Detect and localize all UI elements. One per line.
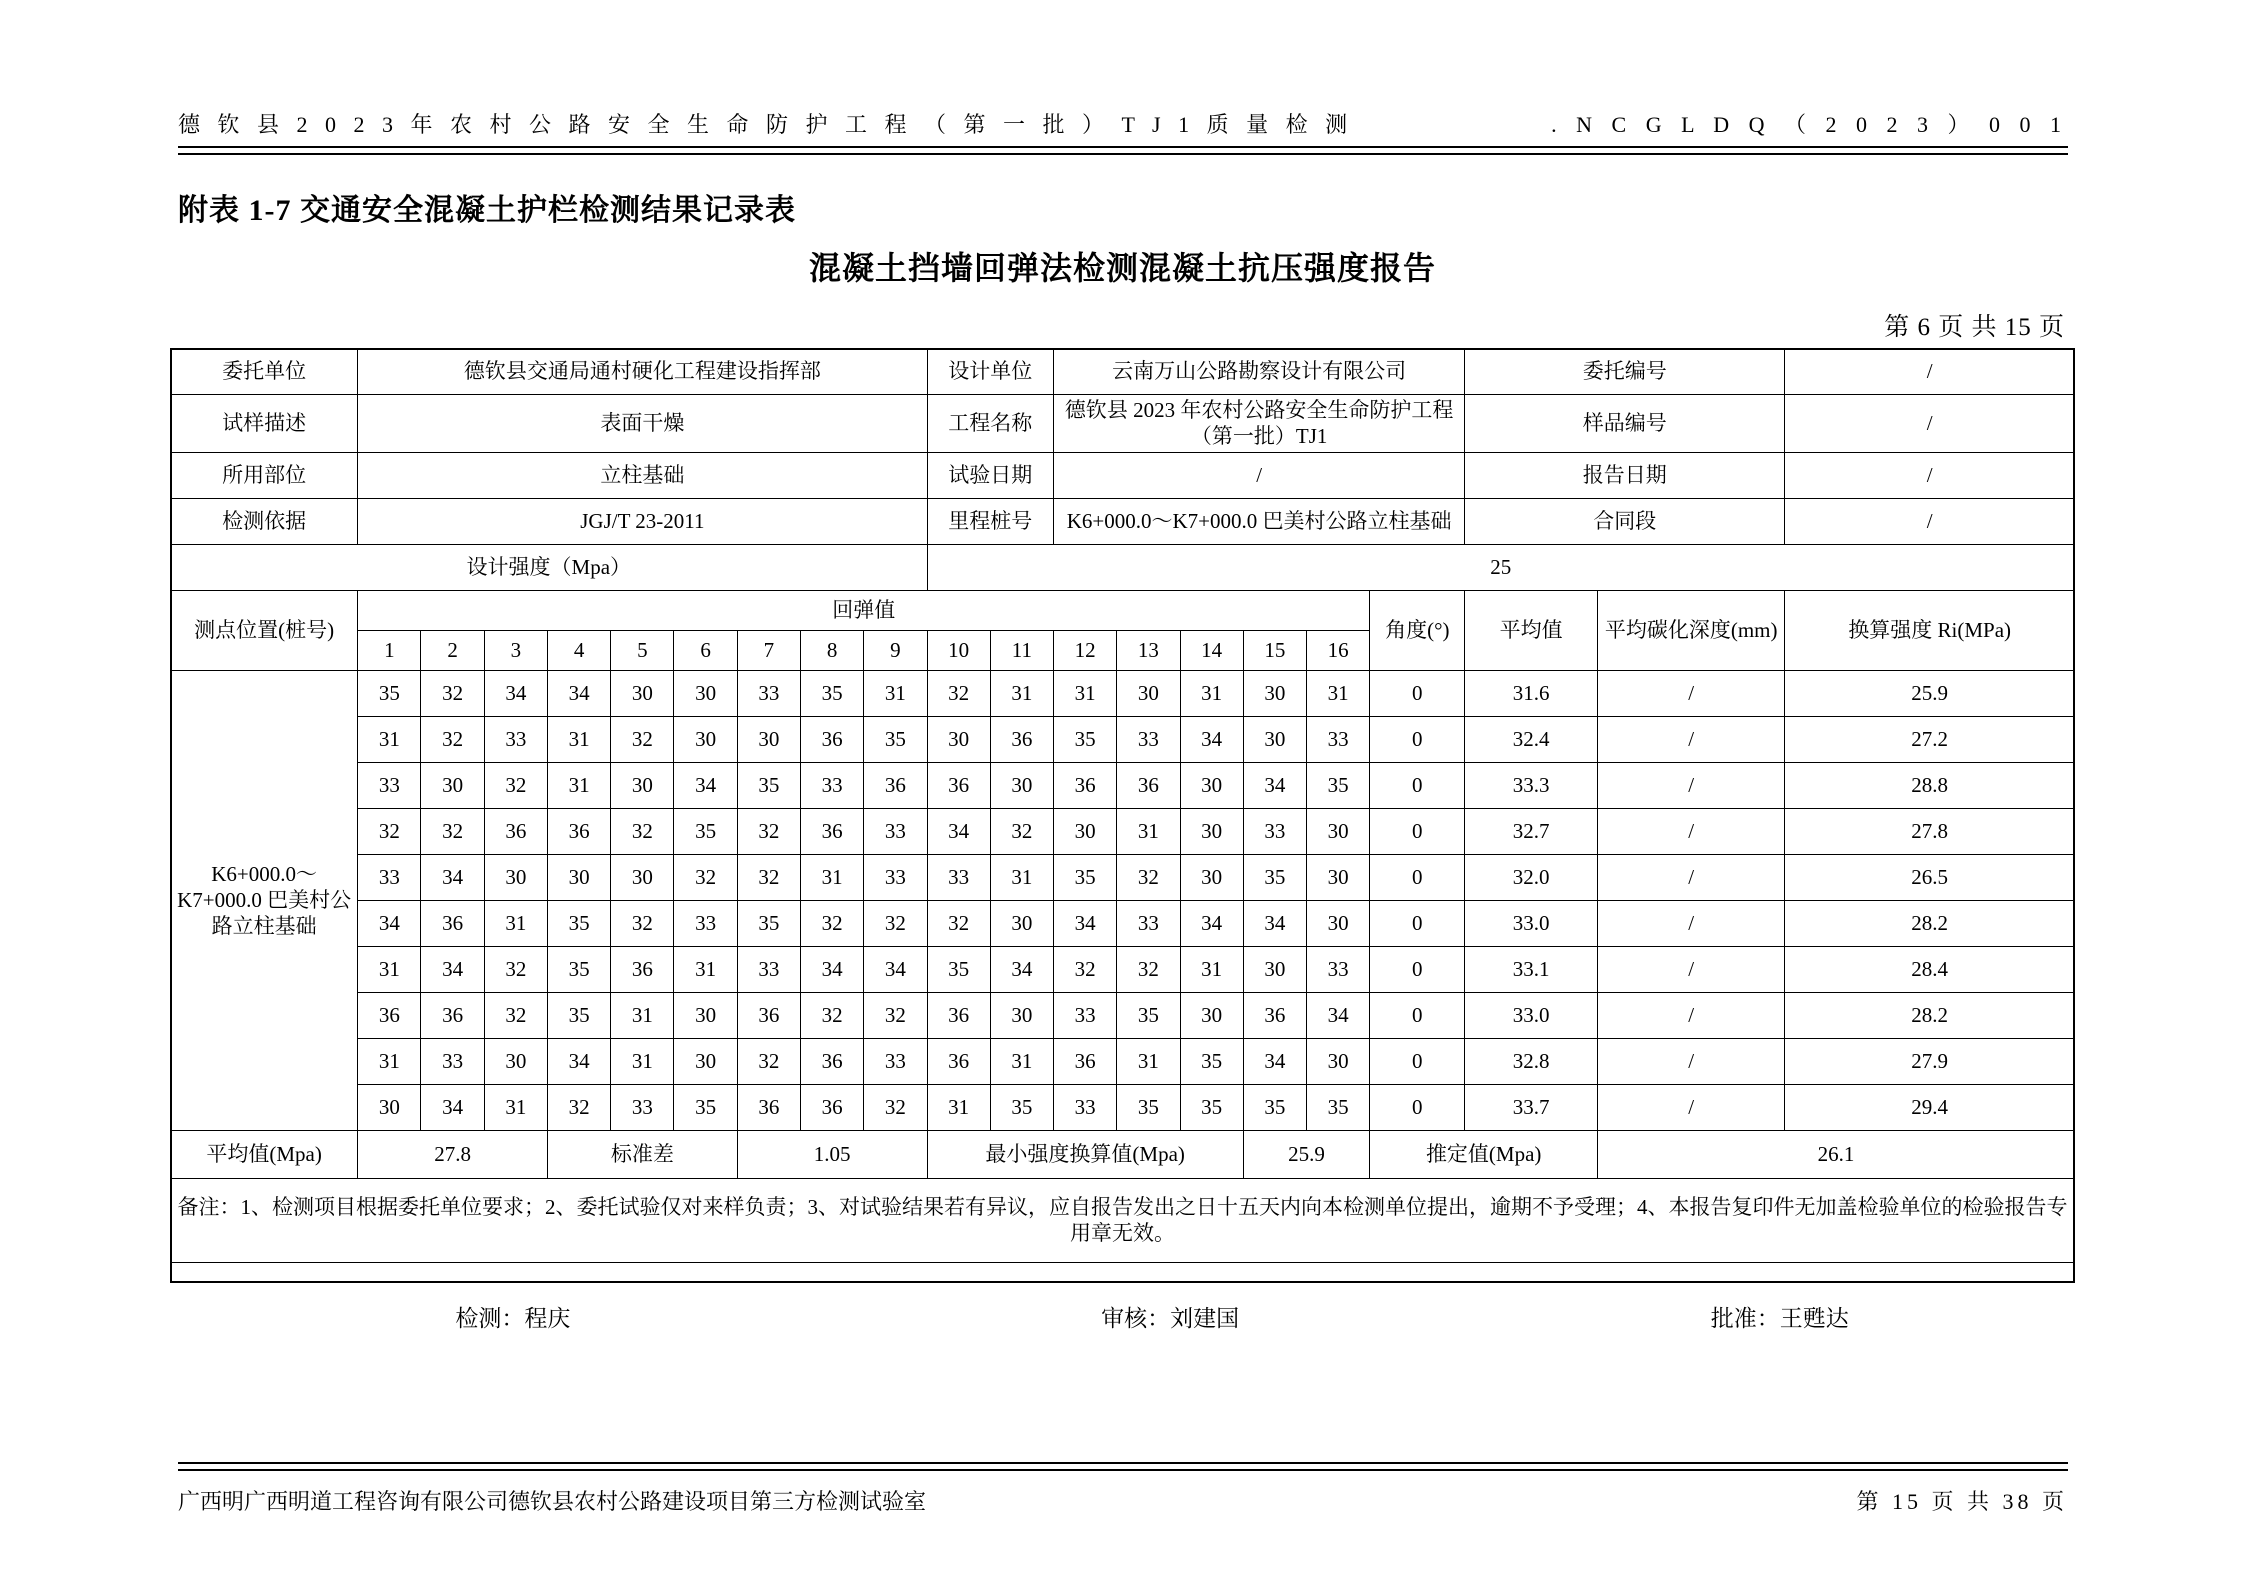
cell-r8-c8: 33 [864, 1038, 927, 1084]
cell-r8-c11: 36 [1054, 1038, 1117, 1084]
cell-r9-c15: 35 [1307, 1084, 1370, 1130]
cell-r9-c6: 36 [737, 1084, 800, 1130]
cell-r7-angle: 0 [1370, 992, 1465, 1038]
label-sample-no: 样品编号 [1465, 395, 1785, 453]
cell-r0-c1: 32 [421, 670, 484, 716]
cell-r9-c10: 35 [990, 1084, 1053, 1130]
cell-r8-c3: 34 [547, 1038, 610, 1084]
cell-r3-c7: 36 [800, 808, 863, 854]
cell-r0-c5: 30 [674, 670, 737, 716]
cell-r3-c8: 33 [864, 808, 927, 854]
cell-r5-c7: 32 [800, 900, 863, 946]
cell-r4-c6: 32 [737, 854, 800, 900]
cell-r0-c7: 35 [800, 670, 863, 716]
cell-r2-c4: 30 [611, 762, 674, 808]
cell-r8-c15: 30 [1307, 1038, 1370, 1084]
table-row [171, 808, 2075, 854]
cell-r0-c14: 30 [1243, 670, 1306, 716]
cell-r5-c14: 34 [1243, 900, 1306, 946]
cell-r4-c0: 33 [358, 854, 421, 900]
cell-r0-c12: 30 [1117, 670, 1180, 716]
cell-r5-c13: 34 [1180, 900, 1243, 946]
cell-r0-c15: 31 [1307, 670, 1370, 716]
col-idx-11: 11 [990, 630, 1053, 670]
signature-row [170, 1300, 2075, 1333]
cell-r8-angle: 0 [1370, 1038, 1465, 1084]
cell-r7-c14: 36 [1243, 992, 1306, 1038]
cell-r2-c7: 33 [800, 762, 863, 808]
cell-r8-average: 32.8 [1465, 1038, 1598, 1084]
cell-r8-c14: 34 [1243, 1038, 1306, 1084]
cell-r1-c0: 31 [358, 716, 421, 762]
cell-r7-c15: 34 [1307, 992, 1370, 1038]
remarks-row [171, 1178, 2075, 1262]
cell-r0-average: 31.6 [1465, 670, 1598, 716]
cell-r4-c5: 32 [674, 854, 737, 900]
cell-r5-c6: 35 [737, 900, 800, 946]
running-footer [178, 1485, 2068, 1516]
col-idx-14: 14 [1180, 630, 1243, 670]
cell-r3-c13: 30 [1180, 808, 1243, 854]
cell-r2-c14: 34 [1243, 762, 1306, 808]
cell-r9-c4: 33 [611, 1084, 674, 1130]
cell-r4-c8: 33 [864, 854, 927, 900]
value-average: 27.8 [358, 1130, 548, 1178]
value-standard: JGJ/T 23-2011 [358, 498, 927, 544]
group-rebound: 回弹值 [358, 590, 1370, 630]
cell-r6-c10: 34 [990, 946, 1053, 992]
col-idx-15: 15 [1243, 630, 1306, 670]
cell-r0-c8: 31 [864, 670, 927, 716]
footer-page-number: 第 15 页 共 38 页 [1856, 1489, 2068, 1514]
cell-r8-converted: 27.9 [1785, 1038, 2075, 1084]
cell-r7-c13: 30 [1180, 992, 1243, 1038]
cell-r3-carbon: / [1598, 808, 1785, 854]
cell-r7-c6: 36 [737, 992, 800, 1038]
cell-r3-c9: 34 [927, 808, 990, 854]
cell-r5-c9: 32 [927, 900, 990, 946]
cell-r1-c4: 32 [611, 716, 674, 762]
cell-r5-c12: 33 [1117, 900, 1180, 946]
value-contract: / [1785, 498, 2075, 544]
cell-r5-c0: 34 [358, 900, 421, 946]
cell-r3-angle: 0 [1370, 808, 1465, 854]
cell-r5-c5: 33 [674, 900, 737, 946]
col-carbon: 平均碳化深度(mm) [1598, 590, 1785, 670]
value-design: 云南万山公路勘察设计有限公司 [1054, 349, 1465, 395]
info-row-position [171, 452, 2075, 498]
cell-r7-c8: 32 [864, 992, 927, 1038]
cell-r2-c6: 35 [737, 762, 800, 808]
cell-r4-c12: 32 [1117, 854, 1180, 900]
label-project-name: 工程名称 [927, 395, 1054, 453]
cell-r0-c10: 31 [990, 670, 1053, 716]
cell-r4-c15: 30 [1307, 854, 1370, 900]
cell-r9-c5: 35 [674, 1084, 737, 1130]
col-idx-4: 4 [547, 630, 610, 670]
summary-row [171, 1130, 2075, 1178]
col-idx-13: 13 [1117, 630, 1180, 670]
cell-r2-c8: 36 [864, 762, 927, 808]
col-converted: 换算强度 Ri(MPa) [1785, 590, 2075, 670]
cell-r9-c11: 33 [1054, 1084, 1117, 1130]
cell-r5-carbon: / [1598, 900, 1785, 946]
cell-r7-c5: 30 [674, 992, 737, 1038]
table-row [171, 854, 2075, 900]
header-left-text: 德 钦 县 2 0 2 3 年 农 村 公 路 安 全 生 命 防 护 工 程 （ 第 一 批 ） T J 1 质 量 检 测 [178, 112, 1354, 137]
label-design: 设计单位 [927, 349, 1054, 395]
cell-r3-converted: 27.8 [1785, 808, 2075, 854]
label-report-date: 报告日期 [1465, 452, 1785, 498]
cell-r1-c2: 33 [484, 716, 547, 762]
cell-r8-c12: 31 [1117, 1038, 1180, 1084]
cell-r9-c9: 31 [927, 1084, 990, 1130]
cell-r2-c9: 36 [927, 762, 990, 808]
cell-r3-c12: 31 [1117, 808, 1180, 854]
cell-r1-c10: 36 [990, 716, 1053, 762]
cell-r9-c0: 30 [358, 1084, 421, 1130]
cell-r4-c3: 30 [547, 854, 610, 900]
cell-r1-average: 32.4 [1465, 716, 1598, 762]
value-client: 德钦县交通局通村硬化工程建设指挥部 [358, 349, 927, 395]
col-idx-7: 7 [737, 630, 800, 670]
cell-r0-converted: 25.9 [1785, 670, 2075, 716]
cell-r4-carbon: / [1598, 854, 1785, 900]
table-row [171, 762, 2075, 808]
label-average: 平均值(Mpa) [171, 1130, 358, 1178]
cell-r0-c4: 30 [611, 670, 674, 716]
value-design-strength: 25 [927, 544, 2074, 590]
cell-r8-c2: 30 [484, 1038, 547, 1084]
cell-r6-c12: 32 [1117, 946, 1180, 992]
label-design-strength: 设计强度（Mpa） [171, 544, 928, 590]
cell-r6-c5: 31 [674, 946, 737, 992]
cell-r2-c3: 31 [547, 762, 610, 808]
cell-r6-c7: 34 [800, 946, 863, 992]
table-row [171, 946, 2075, 992]
value-project-name: 德钦县 2023 年农村公路安全生命防护工程（第一批）TJ1 [1054, 395, 1465, 453]
cell-r3-c5: 35 [674, 808, 737, 854]
cell-r0-c0: 35 [358, 670, 421, 716]
col-average: 平均值 [1465, 590, 1598, 670]
cell-r7-c9: 36 [927, 992, 990, 1038]
cell-r3-c14: 33 [1243, 808, 1306, 854]
col-idx-10: 10 [927, 630, 990, 670]
cell-r8-c9: 36 [927, 1038, 990, 1084]
cell-r6-c15: 33 [1307, 946, 1370, 992]
value-entrust-no: / [1785, 349, 2075, 395]
cell-r6-c13: 31 [1180, 946, 1243, 992]
cell-r6-converted: 28.4 [1785, 946, 2075, 992]
table-row [171, 900, 2075, 946]
value-position: 立柱基础 [358, 452, 927, 498]
cell-r2-c5: 34 [674, 762, 737, 808]
cell-r1-c6: 30 [737, 716, 800, 762]
cell-r3-c2: 36 [484, 808, 547, 854]
cell-r8-c7: 36 [800, 1038, 863, 1084]
cell-r0-c9: 32 [927, 670, 990, 716]
cell-r1-c11: 35 [1054, 716, 1117, 762]
cell-r8-c4: 31 [611, 1038, 674, 1084]
cell-r7-c3: 35 [547, 992, 610, 1038]
cell-r8-c10: 31 [990, 1038, 1053, 1084]
cell-r9-angle: 0 [1370, 1084, 1465, 1130]
cell-r4-c14: 35 [1243, 854, 1306, 900]
cell-r8-c6: 32 [737, 1038, 800, 1084]
label-standard: 检测依据 [171, 498, 358, 544]
value-sample-no: / [1785, 395, 2075, 453]
value-stake: K6+000.0～K7+000.0 巴美村公路立柱基础 [1054, 498, 1465, 544]
info-row-design-strength [171, 544, 2075, 590]
cell-r3-c3: 36 [547, 808, 610, 854]
cell-r1-c12: 33 [1117, 716, 1180, 762]
label-std: 标准差 [547, 1130, 737, 1178]
col-idx-1: 1 [358, 630, 421, 670]
cell-r9-c7: 36 [800, 1084, 863, 1130]
cell-r9-carbon: / [1598, 1084, 1785, 1130]
cell-r2-c2: 32 [484, 762, 547, 808]
cell-r2-angle: 0 [1370, 762, 1465, 808]
cell-r5-c10: 30 [990, 900, 1053, 946]
cell-r9-c14: 35 [1243, 1084, 1306, 1130]
signature-inspector: 检测：程庆 [455, 1306, 571, 1331]
cell-r9-c3: 32 [547, 1084, 610, 1130]
signature-approver: 批准：王甦达 [1710, 1306, 1849, 1331]
cell-r2-c11: 36 [1054, 762, 1117, 808]
cell-r3-c11: 30 [1054, 808, 1117, 854]
cell-r8-c5: 30 [674, 1038, 737, 1084]
cell-r5-c8: 32 [864, 900, 927, 946]
cell-r1-c13: 34 [1180, 716, 1243, 762]
cell-r7-carbon: / [1598, 992, 1785, 1038]
cell-r4-converted: 26.5 [1785, 854, 2075, 900]
cell-r8-c1: 33 [421, 1038, 484, 1084]
table-header-group [171, 590, 2075, 630]
info-row-standard [171, 498, 2075, 544]
cell-r4-c2: 30 [484, 854, 547, 900]
cell-r0-c2: 34 [484, 670, 547, 716]
cell-r2-c0: 33 [358, 762, 421, 808]
info-row-client [171, 349, 2075, 395]
cell-r9-c12: 35 [1117, 1084, 1180, 1130]
cell-r6-c4: 36 [611, 946, 674, 992]
cell-r6-c1: 34 [421, 946, 484, 992]
cell-r7-average: 33.0 [1465, 992, 1598, 1038]
cell-r4-c10: 31 [990, 854, 1053, 900]
cell-r3-c1: 32 [421, 808, 484, 854]
cell-r9-c8: 32 [864, 1084, 927, 1130]
cell-r4-angle: 0 [1370, 854, 1465, 900]
cell-r4-c7: 31 [800, 854, 863, 900]
cell-r8-carbon: / [1598, 1038, 1785, 1084]
appendix-title: 附表 1-7 交通安全混凝土护栏检测结果记录表 [178, 194, 796, 227]
cell-r1-c5: 30 [674, 716, 737, 762]
cell-r2-converted: 28.8 [1785, 762, 2075, 808]
label-sample-desc: 试样描述 [171, 395, 358, 453]
value-report-date: / [1785, 452, 2075, 498]
cell-r2-c15: 35 [1307, 762, 1370, 808]
cell-r0-c6: 33 [737, 670, 800, 716]
cell-r7-c1: 36 [421, 992, 484, 1038]
info-row-sample-desc [171, 395, 2075, 453]
cell-r6-c2: 32 [484, 946, 547, 992]
cell-r0-carbon: / [1598, 670, 1785, 716]
cell-r1-c7: 36 [800, 716, 863, 762]
cell-r5-angle: 0 [1370, 900, 1465, 946]
page-number: 第 6 页 共 15 页 [1884, 314, 2065, 341]
cell-r9-average: 33.7 [1465, 1084, 1598, 1130]
cell-r9-c1: 34 [421, 1084, 484, 1130]
table-row [171, 1084, 2075, 1130]
cell-r3-c6: 32 [737, 808, 800, 854]
cell-r1-c8: 35 [864, 716, 927, 762]
cell-r7-c2: 32 [484, 992, 547, 1038]
cell-r9-c13: 35 [1180, 1084, 1243, 1130]
cell-r3-average: 32.7 [1465, 808, 1598, 854]
cell-r2-c1: 30 [421, 762, 484, 808]
col-idx-5: 5 [611, 630, 674, 670]
cell-r0-c3: 34 [547, 670, 610, 716]
table-row [171, 992, 2075, 1038]
label-position: 所用部位 [171, 452, 358, 498]
cell-r0-c11: 31 [1054, 670, 1117, 716]
cell-r0-c13: 31 [1180, 670, 1243, 716]
cell-r2-average: 33.3 [1465, 762, 1598, 808]
remarks-text: 备注：1、检测项目根据委托单位要求；2、委托试验仅对来样负责；3、对试验结果若有异议，应自报告发出之日十五天内向本检测单位提出，逾期不予受理；4、本报告复印件无加盖检验单位的检验报告专用章无效。 [171, 1178, 2075, 1262]
cell-r0-angle: 0 [1370, 670, 1465, 716]
label-test-date: 试验日期 [927, 452, 1054, 498]
label-estimated: 推定值(Mpa) [1370, 1130, 1598, 1178]
report-table [170, 348, 2075, 1263]
cell-r4-c1: 34 [421, 854, 484, 900]
cell-r6-c6: 33 [737, 946, 800, 992]
label-entrust-no: 委托编号 [1465, 349, 1785, 395]
cell-r4-c9: 33 [927, 854, 990, 900]
label-client: 委托单位 [171, 349, 358, 395]
cell-r6-c14: 30 [1243, 946, 1306, 992]
cell-r7-c11: 33 [1054, 992, 1117, 1038]
value-sample-desc: 表面干燥 [358, 395, 927, 453]
cell-r1-carbon: / [1598, 716, 1785, 762]
col-location: 测点位置(桩号) [171, 590, 358, 670]
cell-r6-c9: 35 [927, 946, 990, 992]
cell-r5-c15: 30 [1307, 900, 1370, 946]
value-min-converted: 25.9 [1243, 1130, 1370, 1178]
footer-divider [178, 1462, 2068, 1471]
cell-r8-c0: 31 [358, 1038, 421, 1084]
signature-reviewer: 审核：刘建国 [1101, 1306, 1240, 1331]
page-title: 混凝土挡墙回弹法检测混凝土抗压强度报告 [808, 250, 1436, 286]
cell-r6-average: 33.1 [1465, 946, 1598, 992]
cell-r2-c12: 36 [1117, 762, 1180, 808]
cell-r5-converted: 28.2 [1785, 900, 2075, 946]
cell-r8-c13: 35 [1180, 1038, 1243, 1084]
value-std: 1.05 [737, 1130, 927, 1178]
cell-r9-converted: 29.4 [1785, 1084, 2075, 1130]
cell-r7-converted: 28.2 [1785, 992, 2075, 1038]
header-divider [178, 146, 2068, 155]
cell-r1-c3: 31 [547, 716, 610, 762]
label-contract: 合同段 [1465, 498, 1785, 544]
table-row [171, 1038, 2075, 1084]
table-row [171, 670, 2075, 716]
cell-r5-c11: 34 [1054, 900, 1117, 946]
cell-r2-carbon: / [1598, 762, 1785, 808]
cell-r5-average: 33.0 [1465, 900, 1598, 946]
col-idx-16: 16 [1307, 630, 1370, 670]
col-idx-6: 6 [674, 630, 737, 670]
cell-r6-angle: 0 [1370, 946, 1465, 992]
col-idx-8: 8 [800, 630, 863, 670]
cell-r4-average: 32.0 [1465, 854, 1598, 900]
cell-r5-c4: 32 [611, 900, 674, 946]
col-idx-2: 2 [421, 630, 484, 670]
col-idx-9: 9 [864, 630, 927, 670]
cell-r4-c13: 30 [1180, 854, 1243, 900]
cell-r6-c3: 35 [547, 946, 610, 992]
cell-r3-c15: 30 [1307, 808, 1370, 854]
cell-r9-c2: 31 [484, 1084, 547, 1130]
cell-r6-c8: 34 [864, 946, 927, 992]
col-angle: 角度(°) [1370, 590, 1465, 670]
cell-r6-carbon: / [1598, 946, 1785, 992]
value-test-date: / [1054, 452, 1465, 498]
value-estimated: 26.1 [1598, 1130, 2075, 1178]
cell-r6-c0: 31 [358, 946, 421, 992]
cell-r1-converted: 27.2 [1785, 716, 2075, 762]
label-stake: 里程桩号 [927, 498, 1054, 544]
location-cell: K6+000.0～K7+000.0 巴美村公路立柱基础 [171, 670, 358, 1130]
cell-r1-c14: 30 [1243, 716, 1306, 762]
cell-r7-c12: 35 [1117, 992, 1180, 1038]
running-header [178, 108, 2068, 139]
cell-r5-c1: 36 [421, 900, 484, 946]
header-right-code: . N C G L D Q （ 2 0 2 3 ） 0 0 1 [1551, 112, 2068, 137]
cell-r3-c0: 32 [358, 808, 421, 854]
cell-r7-c10: 30 [990, 992, 1053, 1038]
cell-r6-c11: 32 [1054, 946, 1117, 992]
cell-r7-c0: 36 [358, 992, 421, 1038]
cell-r4-c4: 30 [611, 854, 674, 900]
cell-r5-c2: 31 [484, 900, 547, 946]
col-idx-3: 3 [484, 630, 547, 670]
cell-r1-c15: 33 [1307, 716, 1370, 762]
cell-r2-c13: 30 [1180, 762, 1243, 808]
cell-r7-c7: 32 [800, 992, 863, 1038]
cell-r1-angle: 0 [1370, 716, 1465, 762]
table-row [171, 716, 2075, 762]
footer-left-text: 广西明广西明道工程咨询有限公司德钦县农村公路建设项目第三方检测试验室 [178, 1489, 927, 1514]
col-idx-12: 12 [1054, 630, 1117, 670]
cell-r7-c4: 31 [611, 992, 674, 1038]
cell-r2-c10: 30 [990, 762, 1053, 808]
cell-r4-c11: 35 [1054, 854, 1117, 900]
cell-r3-c4: 32 [611, 808, 674, 854]
cell-r1-c1: 32 [421, 716, 484, 762]
cell-r5-c3: 35 [547, 900, 610, 946]
label-min-converted: 最小强度换算值(Mpa) [927, 1130, 1243, 1178]
cell-r1-c9: 30 [927, 716, 990, 762]
cell-r3-c10: 32 [990, 808, 1053, 854]
